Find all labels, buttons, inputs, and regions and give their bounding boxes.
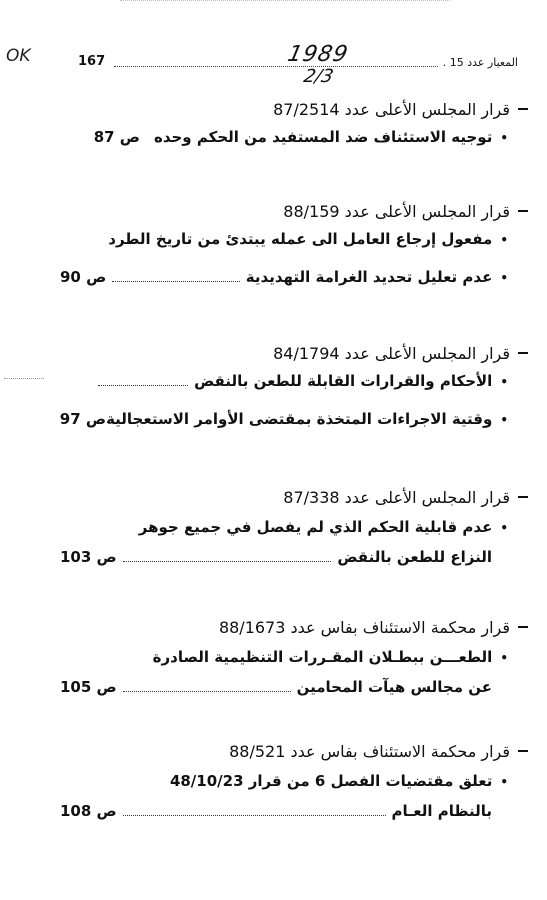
top-edge-dots: [120, 0, 450, 7]
page-ref: ص 90: [60, 268, 107, 286]
journal-issue: المعيار عدد 15 .: [442, 56, 518, 69]
page-ref: ص 105: [60, 678, 117, 696]
bullet-icon: •: [500, 521, 508, 535]
decision-title: قرار محكمة الاستئناف بفاس عدد 88/521: [60, 738, 528, 764]
bullet-icon: •: [500, 131, 508, 145]
decision-section-1: [60, 96, 528, 152]
index-entry-continuation: النزاع للطعن بالنقض ص 103: [60, 548, 492, 566]
bullet-icon: •: [500, 651, 508, 665]
decision-section-3: [60, 340, 528, 434]
dotted-leader: [98, 373, 188, 386]
index-entry: • توجيه الاستئناف ضد المستفيد من الحكم وحده ص 87: [93, 128, 508, 146]
margin-note-handwritten: OK: [6, 46, 31, 66]
decision-title: قرار المجلس الأعلى عدد 88/159: [60, 198, 528, 224]
dash-marker: [518, 626, 528, 628]
dash-marker: [518, 210, 528, 212]
page-ref: ص 103: [60, 548, 117, 566]
page-ref: ص 108: [60, 802, 117, 820]
dash-marker: [518, 352, 528, 354]
margin-specks: [4, 378, 44, 379]
decision-title: قرار المجلس الأعلى عدد 87/338: [60, 484, 528, 510]
decision-section-6: [60, 738, 528, 826]
index-entry: • تعلق مقتضيات الفصل 6 من قرار 48/10/23: [169, 772, 508, 790]
index-entry-continuation: عن مجالس هيآت المحامين ص 105: [60, 678, 492, 696]
index-entry-continuation: بالنظام العـام ص 108: [60, 802, 492, 820]
handwritten-year: 1989: [285, 42, 351, 67]
decision-title: قرار المجلس الأعلى عدد 87/2514: [60, 96, 528, 122]
dash-marker: [518, 108, 528, 110]
page-header: [78, 42, 518, 87]
index-entry: • عدم قابلية الحكم الذي لم يفصل في جميع جوهر: [138, 518, 508, 536]
bullet-icon: •: [500, 775, 508, 789]
dotted-leader: [112, 269, 240, 282]
decision-section-5: [60, 614, 528, 702]
dash-marker: [518, 496, 528, 498]
decision-title: قرار محكمة الاستئناف بفاس عدد 88/1673: [60, 614, 528, 640]
index-entry: • مفعول إرجاع العامل الى عمله يبتدئ من تاريخ الطرد: [108, 230, 508, 248]
bullet-icon: •: [500, 375, 508, 389]
decision-title: قرار المجلس الأعلى عدد 84/1794: [60, 340, 528, 366]
page-ref: ص 97: [59, 410, 107, 428]
page-ref: ص 87: [93, 128, 140, 146]
bullet-icon: •: [500, 233, 508, 247]
index-entry: • عدم تعليل تحديد الغرامة التهديدية ص 90: [60, 268, 508, 286]
dash-marker: [518, 750, 528, 752]
dotted-leader: [123, 679, 291, 692]
index-entry: • الأحكام والقرارات القابلة للطعن بالنقض: [238, 372, 508, 396]
dotted-leader: [123, 803, 386, 816]
decision-section-2: [60, 198, 528, 292]
dotted-leader: [123, 549, 332, 562]
bullet-icon: •: [500, 413, 508, 427]
bullet-icon: •: [500, 271, 508, 285]
page-number: 167: [78, 54, 106, 69]
handwritten-subnote: 2/3: [301, 66, 336, 87]
index-entry: • الطعـــن ببطـلان المقـررات التنظيمية الصادرة: [152, 648, 508, 666]
header-rule: [114, 66, 438, 67]
decision-section-4: [60, 484, 528, 572]
index-entry: • وقتية الاجراءات المتخذة بمقتضى الأوامر الاستعجالية ص 97: [59, 410, 508, 428]
